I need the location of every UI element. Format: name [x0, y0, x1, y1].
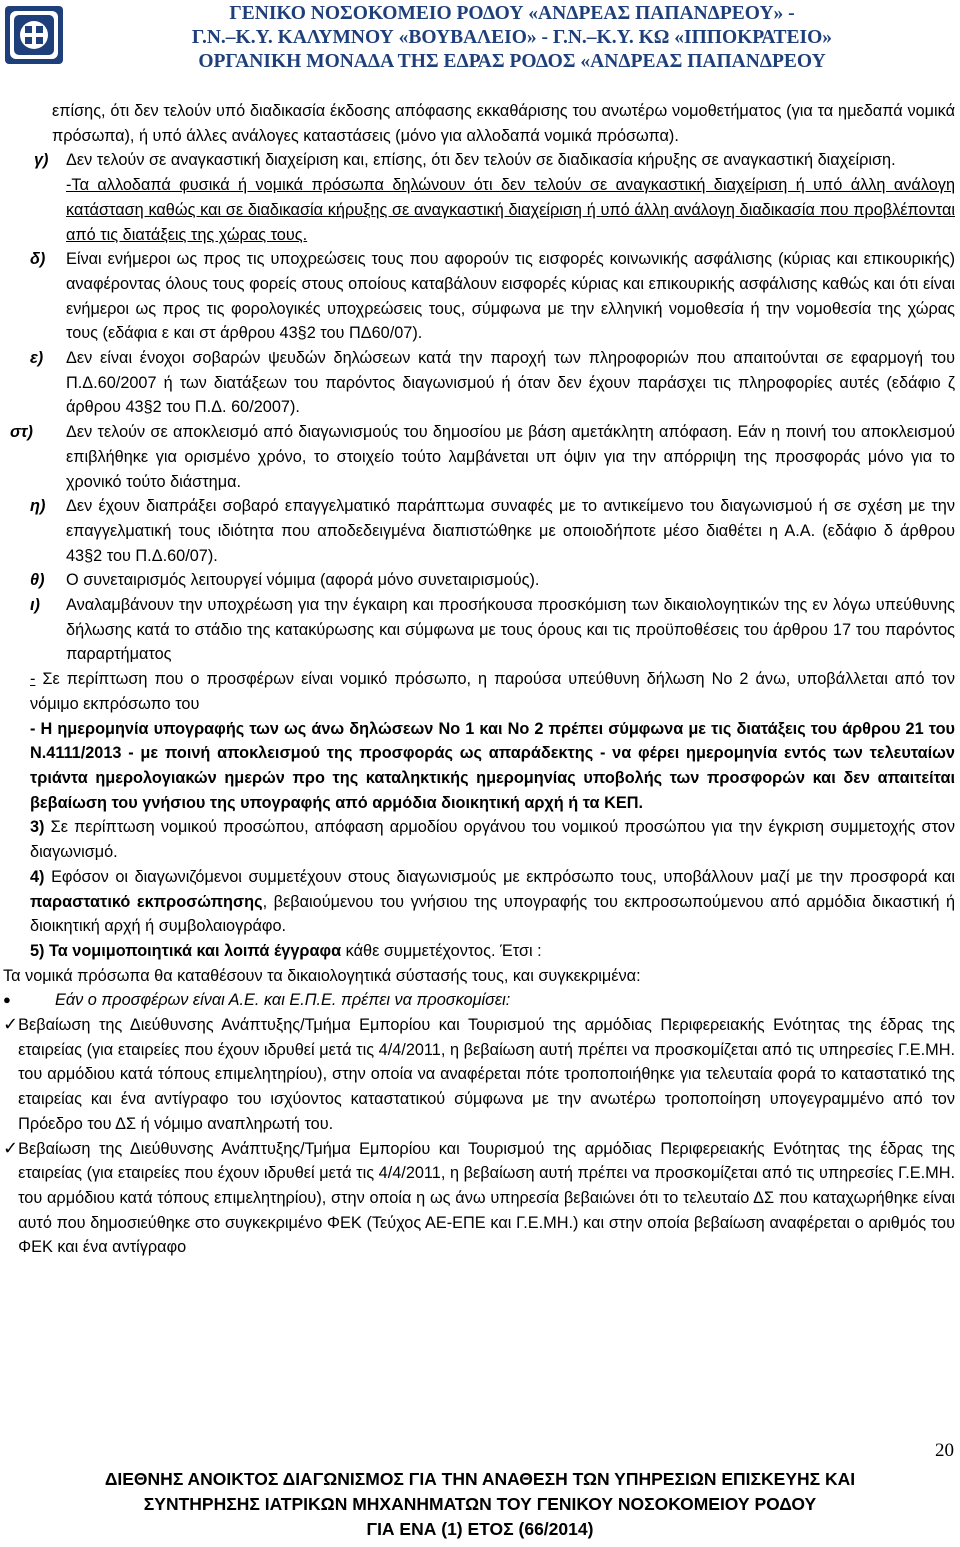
- header-line-3: ΟΡΓΑΝΙΚΗ ΜΟΝΑΔΑ ΤΗΣ ΕΔΡΑΣ ΡΟΔΟΣ «ΑΝΔΡΕΑΣ ΠΑΠΑΝΔΡΕΟΥ: [198, 51, 826, 72]
- check-item-2: [3, 1137, 955, 1261]
- item-5-heading: 5) Τα νομιμοποιητικά και λοιπά έγγραφα: [30, 941, 342, 960]
- signature-date-note: - Η ημερομηνία υπογραφής των ως άνω δηλώσεων Νο 1 και Νο 2 πρέπει σύμφωνα με τις διατάξεις του άρθρου 21 του Ν.4111/2013 - με ποινή αποκλεισμού της προσφοράς ως απαράδεκτης - να φέρει ημερομηνία εντός των τελευταίων τριάντα ημερολογιακών ημερών προ της καταληκτικής ημερομηνίας υποβολής των προσφορών και δεν απαιτείται βεβαίωση του γνήσιου της υπογραφής από αρμόδια διοικητική αρχή ή τα ΚΕΠ.: [30, 719, 955, 812]
- item-g-foreign-note: -Τα αλλοδαπά φυσικά ή νομικά πρόσωπα δηλώνουν ότι δεν τελούν σε αναγκαστική διαχείριση ή υπό άλλη ανάλογη κατάσταση καθώς και σε διαδικασία κήρυξης σε αναγκαστική διαχείριση ή υπό άλλη ανάλογη διαδικασία που προβλέπονται από τις διατάξεις της χώρας τους.: [66, 176, 955, 244]
- item-5: [30, 939, 955, 964]
- item-3-number: 3): [30, 818, 45, 837]
- document-body: [3, 99, 955, 1260]
- checkmark-icon: ✓: [3, 1137, 19, 1159]
- item-th-text: Ο συνεταιρισμός λειτουργεί νόμιμα (αφορά μόνο συνεταιρισμούς).: [66, 571, 540, 590]
- bullet-ae-epe: [3, 988, 955, 1013]
- item-d: [30, 247, 955, 346]
- item-th-marker: θ): [30, 571, 45, 590]
- legal-note-dash: -: [30, 670, 36, 689]
- item-d-marker: δ): [30, 250, 46, 269]
- header-line-2: Γ.Ν.–Κ.Υ. ΚΑΛΥΜΝΟΥ «ΒΟΥΒΑΛΕΙΟ» - Γ.Ν.–Κ.Υ. ΚΩ «ΙΠΠΟΚΡΑΤΕΙΟ»: [191, 27, 833, 48]
- page-header: [0, 0, 960, 80]
- header-line-1: ΓΕΝΙΚΟ ΝΟΣΟΚΟΜΕΙΟ ΡΟΔΟΥ «ΑΝΔΡΕΑΣ ΠΑΠΑΝΔΡΕΟΥ» -: [229, 3, 795, 24]
- footer-line-3: ΓΙΑ ΕΝΑ (1) ΕΤΟΣ (66/2014): [366, 1519, 594, 1539]
- item-i-text: Αναλαμβάνουν την υποχρέωση για την έγκαιρη και προσήκουσα προσκόμιση των δικαιολογητικών της εν λόγω υπεύθυνης δήλωσης κατά το στάδιο της κατακύρωσης και σύμφωνα με τους όρους και τις προϋποθέσεις του άρθρου 17 του παρόντος παραρτήματος: [66, 596, 955, 664]
- hospital-logo-icon: [5, 6, 63, 64]
- legal-entity-note: [30, 667, 955, 716]
- checkmark-icon: ✓: [3, 1014, 19, 1036]
- item-3: [30, 815, 955, 864]
- item-st-text: Δεν τελούν σε αποκλεισμό από διαγωνισμούς του δημοσίου με βάση αμετάκλητη απόφαση. Εάν η ποινή του αποκλεισμού επιβλήθηκε για ορισμένο χρόνο, το στοιχείο τούτο λαμβάνεται υπ όψιν για την απόρριψη της προσφοράς μόνο για το χρονικό τούτο διάστημα.: [66, 423, 955, 491]
- item-g: [34, 148, 955, 173]
- bullet-icon: ●: [3, 992, 11, 1008]
- item-4-number: 4): [30, 867, 45, 886]
- item-e-marker: ε): [30, 349, 44, 368]
- item-e-text: Δεν είναι ένοχοι σοβαρών ψευδών δηλώσεων κατά την παροχή των πληροφοριών που απαιτούνται σε εφαρμογή του Π.Δ.60/2007 ή των διατάξεων του παρόντος διαγωνισμού ή όταν δεν έχουν παράσχει τις πληροφορίες αυτές (εδάφιο ζ άρθρου 43§2 του Π.Δ. 60/2007).: [66, 349, 955, 417]
- item-st: [10, 420, 955, 494]
- legal-intro: Τα νομικά πρόσωπα θα καταθέσουν τα δικαιολογητικά σύστασής τους, και συγκεκριμένα:: [3, 966, 641, 985]
- item-h-text: Δεν έχουν διαπράξει σοβαρό επαγγελματικό παράπτωμα συναφές με το αντικείμενο του διαγωνισμού ή σε σχέση με την επαγγελματική τους ιδιότητα που αποδεδειγμένα διαπιστώθηκε με οποιοδήποτε μέσο διαθέτει η Α.Α. (εδάφιο δ άρθρου 43§2 του Π.Δ.60/07).: [66, 497, 955, 565]
- item-3-text: Σε περίπτωση νομικού προσώπου, απόφαση αρμοδίου οργάνου του νομικού προσώπου για την έγκριση συμμετοχής στον διαγωνισμό.: [30, 818, 955, 862]
- item-5-rest: κάθε συμμετέχοντος. Έτσι :: [341, 941, 542, 960]
- item-4-text-bold: παραστατικό εκπροσώπησης: [30, 892, 263, 911]
- check-item-1-text: Βεβαίωση της Διεύθυνσης Ανάπτυξης/Τμήμα Εμπορίου και Τουρισμού της αρμόδιας Περιφερειακής Ενότητας της έδρας της εταιρείας (για εταιρείες που έχουν ιδρυθεί μετά τις 4/4/2011, η βεβαίωση αυτή πρέπει να προσκομίζεται από τις υπηρεσίες Γ.Ε.ΜΗ. του αρμόδιου κατά τόπους επιμελητηρίου), στην οποία να αναφέρεται πότε τροποποιήθηκε για τελευταία φορά το καταστατικό της εταιρείας και ένα αντίγραφο του ισχύοντος καταστατικού σύμφωνα με την ανωτέρω τροποποίηση υπογεγραμμένο από τον Πρόεδρο του ΔΣ ή νόμιμο αναπληρωτή του.: [18, 1016, 955, 1133]
- footer-line-1: ΔΙΕΘΝΗΣ ΑΝΟΙΚΤΟΣ ΔΙΑΓΩΝΙΣΜΟΣ ΓΙΑ ΤΗΝ ΑΝΑΘΕΣΗ ΤΩΝ ΥΠΗΡΕΣΙΩΝ ΕΠΙΣΚΕΥΗΣ ΚΑΙ: [104, 1469, 856, 1489]
- item-i: [30, 593, 955, 667]
- page-number: 20: [935, 1440, 954, 1461]
- item-th: [30, 568, 955, 593]
- item-e: [30, 346, 955, 420]
- item-h-marker: η): [30, 497, 46, 516]
- check-item-2-text: Βεβαίωση της Διεύθυνσης Ανάπτυξης/Τμήμα Εμπορίου και Τουρισμού της αρμόδιας Περιφερειακής Ενότητας της έδρας της εταιρείας (για εταιρείες που έχουν ιδρυθεί μετά τις 4/4/2011, η βεβαίωση αυτή πρέπει να προσκομίζεται από τις υπηρεσίες Γ.Ε.ΜΗ. του αρμόδιου κατά τόπους επιμελητηρίου), στην οποία η ως άνω υπηρεσία βεβαιώνει ότι το τελευταίο ΔΣ που καταχωρήθηκε είναι αυτό που δημοσιεύθηκε στο συγκεκριμένο ΦΕΚ (Τεύχος ΑΕ-ΕΠΕ και Γ.Ε.ΜΗ.) και στην οποία βεβαίωση αναφέρεται ο αριθμός του ΦΕΚ και ένα αντίγραφο: [18, 1139, 955, 1257]
- footer-line-2: ΣΥΝΤΗΡΗΣΗΣ ΙΑΤΡΙΚΩΝ ΜΗΧΑΝΗΜΑΤΩΝ ΤΟΥ ΓΕΝΙΚΟΥ ΝΟΣΟΚΟΜΕΙΟΥ ΡΟΔΟΥ: [143, 1494, 817, 1514]
- item-4-text-a: Εφόσον οι διαγωνιζόμενοι συμμετέχουν στους διαγωνισμούς με εκπρόσωπο τους, υποβάλλουν μαζί με την προσφορά και: [44, 867, 955, 886]
- paragraph-continuation: επίσης, ότι δεν τελούν υπό διαδικασία έκδοσης απόφασης εκκαθάρισης του ανωτέρω νομοθετήματος (για τα ημεδαπά νομικά πρόσωπα), ή υπό άλλες ανάλογες καταστάσεις (μόνο για αλλοδαπά νομικά πρόσωπα).: [52, 102, 955, 145]
- item-i-marker: ι): [30, 596, 40, 615]
- item-d-text: Είναι ενήμεροι ως προς τις υποχρεώσεις τους που αφορούν τις εισφορές κοινωνικής ασφάλισης (κύριας και επικουρικής) αναφέροντας όλους τους φορείς στους οποίους καταβάλουν εισφορές κύριας και επικουρικής ασφάλισης καθώς και ότι είναι ενήμεροι ως προς τις φορολογικές υποχρεώσεις τους, σύμφωνα με την ελληνική νομοθεσία ή την νομοθεσία της χώρας τους (εδάφια ε και στ άρθρου 43§2 του ΠΔ60/07).: [66, 250, 955, 343]
- check-item-1: [3, 1013, 955, 1137]
- item-4-text-c: , βεβαιούμενου του γνήσιου της υπογραφής του εκπροσωπούμενου από αρμόδια δικαστική ή διοικητική αρχή ή συμβολαιογράφο.: [30, 892, 955, 936]
- bullet-text: Εάν ο προσφέρων είναι Α.Ε. και Ε.Π.Ε. πρέπει να προσκομίσει:: [55, 991, 511, 1010]
- item-g-marker: γ): [34, 151, 49, 170]
- item-4: [30, 865, 955, 939]
- item-g-text: Δεν τελούν σε αναγκαστική διαχείριση και, επίσης, ότι δεν τελούν σε διαδικασία κήρυξης σε αναγκαστική διαχείριση.: [66, 151, 896, 170]
- item-h: [30, 494, 955, 568]
- item-st-marker: στ): [10, 423, 33, 442]
- legal-note-text: Σε περίπτωση που ο προσφέρων είναι νομικό πρόσωπο, η παρούσα υπεύθυνη δήλωση Νο 2 άνω, υποβάλλεται από τον νόμιμο εκπρόσωπο του: [30, 670, 955, 713]
